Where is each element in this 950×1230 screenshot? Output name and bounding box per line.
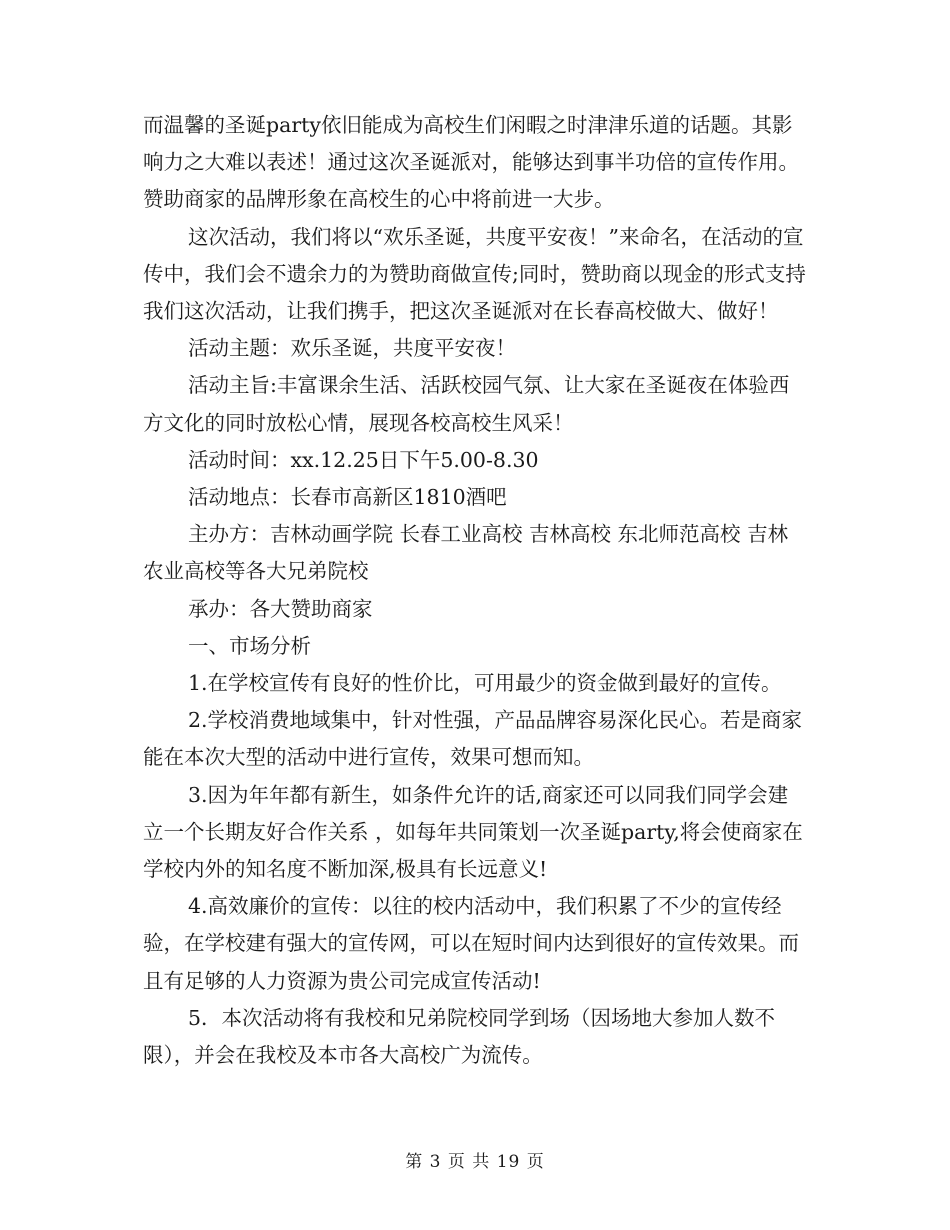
paragraph: 承办：各大赞助商家 bbox=[188, 596, 373, 621]
paragraph: 活动主旨:丰富课余生活、活跃校园气氛、让大家在圣诞夜在体验西方文化的同时放松心情，展现各校高校生风采！ bbox=[143, 373, 790, 435]
list-item: 4.高效廉价的宣传：以往的校内活动中，我们积累了不少的宣传经验，在学校建有强大的宣传网，可以在短时间内达到很好的宣传效果。而且有足够的人力资源为贵公司完成宣传活动! bbox=[143, 894, 799, 993]
paragraph: 活动时间：xx.12.25日下午5.00-8.30 bbox=[188, 447, 539, 472]
document-body bbox=[143, 107, 808, 1074]
paragraph: 活动主题：欢乐圣诞，共度平安夜！ bbox=[188, 336, 516, 361]
paragraph: 活动地点：长春市高新区1810酒吧 bbox=[188, 485, 507, 510]
list-item: 3.因为年年都有新生，如条件允许的话,商家还可以同我们同学会建立一个长期友好合作关系 ，如每年共同策划一次圣诞party,将会使商家在学校内外的知名度不断加深,极具有长远意义! bbox=[143, 782, 803, 882]
page-number-footer: 第 3 页 共 19 页 bbox=[405, 1152, 545, 1172]
paragraph: 这次活动，我们将以“欢乐圣诞，共度平安夜！”来命名，在活动的宣传中，我们会不遗余力的为赞助商做宣传;同时，赞助商以现金的形式支持我们这次活动，让我们携手，把这次圣诞派对在长春高校做大、做好！ bbox=[143, 224, 806, 324]
list-item: 2.学校消费地域集中，针对性强，产品品牌容易深化民心。若是商家能在本次大型的活动中进行宣传，效果可想而知。 bbox=[143, 708, 803, 770]
paragraph: 而温馨的圣诞party依旧能成为高校生们闲暇之时津津乐道的话题。其影响力之大难以表述！通过这次圣诞派对，能够达到事半功倍的宣传作用。赞助商家的品牌形象在高校生的心中将前进一大步。 bbox=[143, 113, 799, 212]
section-heading: 一、市场分析 bbox=[188, 633, 311, 658]
paragraph: 主办方：吉林动画学院 长春工业高校 吉林高校 东北师范高校 吉林农业高校等各大兄弟院校 bbox=[143, 522, 789, 584]
list-item: 1.在学校宣传有良好的性价比，可用最少的资金做到最好的宣传。 bbox=[188, 671, 782, 696]
list-item: 5．本次活动将有我校和兄弟院校同学到场（因场地大参加人数不限），并会在我校及本市各大高校广为流传。 bbox=[143, 1005, 776, 1068]
